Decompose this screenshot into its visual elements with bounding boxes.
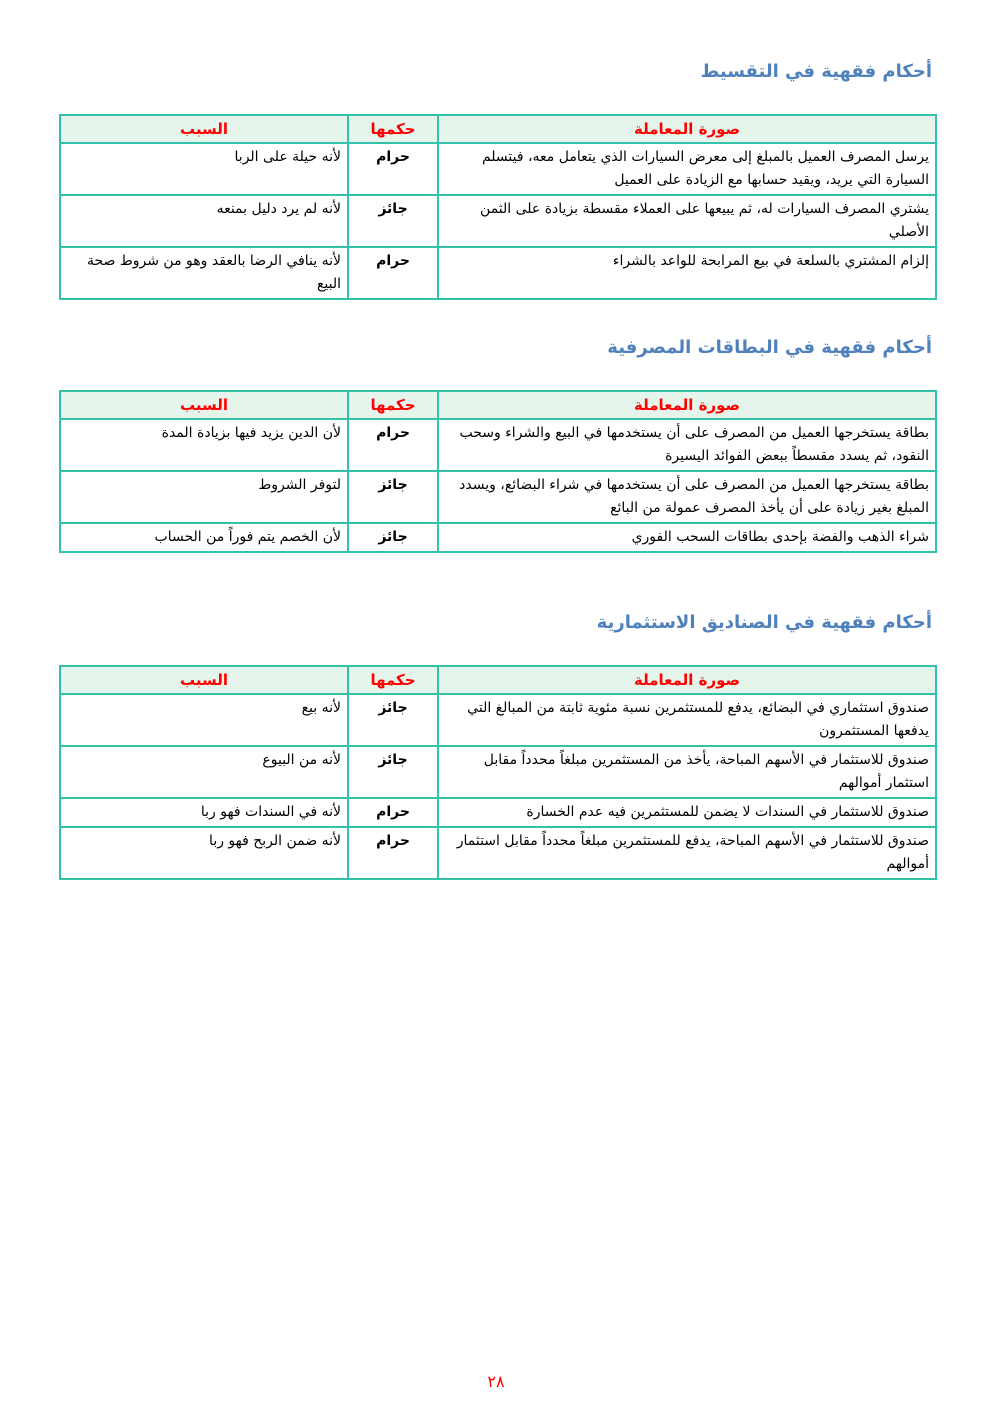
- bank-cards-table: [59, 390, 937, 553]
- header-desc: صورة المعاملة: [438, 666, 936, 694]
- section-title-investment-funds: أحكام فقهية في الصناديق الاستثمارية: [596, 612, 932, 633]
- cell-reason: لأنه بيع: [60, 694, 348, 746]
- cell-reason: لأنه حيلة على الربا: [60, 143, 348, 195]
- table-row: [60, 798, 936, 827]
- table-header-row: [60, 666, 936, 694]
- cell-desc: صندوق للاستثمار في الأسهم المباحة، يأخذ من المستثمرين مبلغاً محدداً مقابل استثمار أموالهم: [438, 746, 936, 798]
- cell-rule: حرام: [348, 247, 438, 299]
- installments-table: [59, 114, 937, 300]
- header-desc: صورة المعاملة: [438, 115, 936, 143]
- cell-reason: لأن الدين يزيد فيها بزيادة المدة: [60, 419, 348, 471]
- table-row: [60, 471, 936, 523]
- cell-rule: حرام: [348, 827, 438, 879]
- header-rule: حكمها: [348, 666, 438, 694]
- table-header-row: [60, 391, 936, 419]
- cell-rule: جائز: [348, 746, 438, 798]
- cell-desc: صندوق استثماري في البضائع، يدفع للمستثمرين نسبة مئوية ثابتة من المبالغ التي يدفعها المستثمرون: [438, 694, 936, 746]
- table-row: [60, 523, 936, 552]
- cell-reason: لأنه ينافي الرضا بالعقد وهو من شروط صحة البيع: [60, 247, 348, 299]
- section-title-bank-cards: أحكام فقهية في البطاقات المصرفية: [607, 337, 932, 358]
- table-row: [60, 419, 936, 471]
- section-title-installments: أحكام فقهية في التقسيط: [700, 61, 932, 82]
- table-row: [60, 694, 936, 746]
- table-row: [60, 746, 936, 798]
- header-reason: السبب: [60, 666, 348, 694]
- cell-rule: حرام: [348, 798, 438, 827]
- table-row: [60, 143, 936, 195]
- cell-desc: يشتري المصرف السيارات له، ثم يبيعها على العملاء مقسطة بزيادة على الثمن الأصلي: [438, 195, 936, 247]
- header-desc: صورة المعاملة: [438, 391, 936, 419]
- table-row: [60, 195, 936, 247]
- cell-desc: بطاقة يستخرجها العميل من المصرف على أن يستخدمها في شراء البضائع، ويسدد المبلغ بغير زيادة على أن يأخذ المصرف عمولة من البائع: [438, 471, 936, 523]
- header-rule: حكمها: [348, 391, 438, 419]
- cell-rule: جائز: [348, 195, 438, 247]
- cell-desc: شراء الذهب والفضة بإحدى بطاقات السحب الفوري: [438, 523, 936, 552]
- cell-reason: لتوفر الشروط: [60, 471, 348, 523]
- cell-reason: لأنه لم يرد دليل بمنعه: [60, 195, 348, 247]
- cell-rule: حرام: [348, 419, 438, 471]
- cell-reason: لأنه ضمن الربح فهو ربا: [60, 827, 348, 879]
- cell-reason: لأنه من البيوع: [60, 746, 348, 798]
- investment-funds-table: [59, 665, 937, 880]
- table-row: [60, 247, 936, 299]
- cell-reason: لأنه في السندات فهو ربا: [60, 798, 348, 827]
- cell-desc: صندوق للاستثمار في السندات لا يضمن للمستثمرين فيه عدم الخسارة: [438, 798, 936, 827]
- cell-desc: إلزام المشتري بالسلعة في بيع المرابحة للواعد بالشراء: [438, 247, 936, 299]
- table-header-row: [60, 115, 936, 143]
- cell-desc: صندوق للاستثمار في الأسهم المباحة، يدفع للمستثمرين مبلغاً محدداً مقابل استثمار أموالهم: [438, 827, 936, 879]
- cell-desc: يرسل المصرف العميل بالمبلغ إلى معرض السيارات الذي يتعامل معه، فيتسلم السيارة التي يريد، ويقيد حسابها مع الزيادة على العميل: [438, 143, 936, 195]
- header-reason: السبب: [60, 115, 348, 143]
- table-row: [60, 827, 936, 879]
- header-reason: السبب: [60, 391, 348, 419]
- cell-desc: بطاقة يستخرجها العميل من المصرف على أن يستخدمها في البيع والشراء وسحب النقود، ثم يسدد مقسطاً ببعض الفوائد اليسيرة: [438, 419, 936, 471]
- header-rule: حكمها: [348, 115, 438, 143]
- cell-rule: جائز: [348, 471, 438, 523]
- cell-rule: جائز: [348, 523, 438, 552]
- page-number: ٢٨: [487, 1372, 505, 1391]
- cell-rule: حرام: [348, 143, 438, 195]
- cell-rule: جائز: [348, 694, 438, 746]
- cell-reason: لأن الخصم يتم فوراً من الحساب: [60, 523, 348, 552]
